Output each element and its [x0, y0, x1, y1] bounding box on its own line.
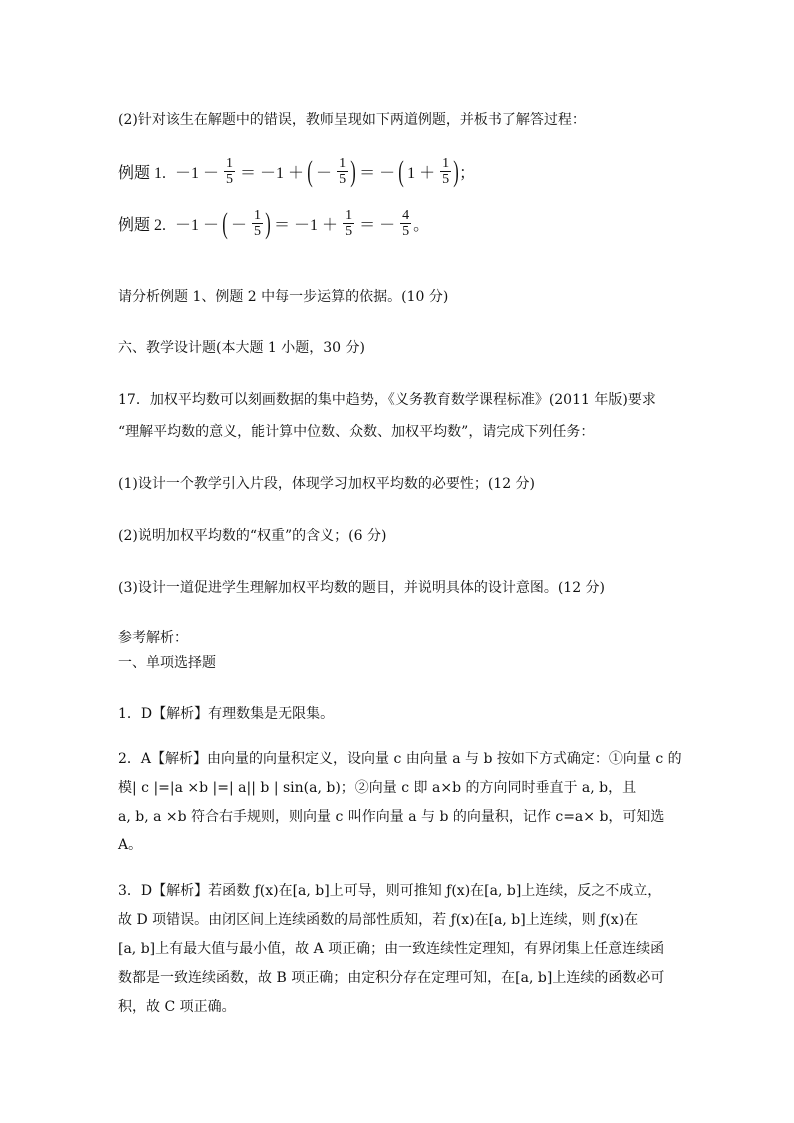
answer-2-line-1: 2．A【解析】由向量的向量积定义，设向量 c 由向量 a 与 b 按如下方式确定：①向量 c 的 — [118, 751, 682, 767]
math-term: ＝ － — [359, 165, 396, 182]
example-1-equation — [118, 156, 475, 187]
math-term: ； — [459, 165, 476, 182]
math-term: 1 ＋ — [407, 165, 436, 182]
task-1: (1)设计一个教学引入片段，体现学习加权平均数的必要性；(12 分) — [118, 476, 536, 492]
math-term: － — [231, 217, 248, 234]
section-6-heading: 六、教学设计题(本大题 1 小题，30 分) — [118, 340, 365, 356]
right-paren: ) — [350, 154, 356, 188]
math-term: －1 － — [175, 165, 220, 182]
math-term: ＝ －1 ＋ — [240, 165, 305, 182]
question-17-line-2: “理解平均数的意义，能计算中位数、众数、加权平均数”，请完成下列任务： — [118, 424, 595, 440]
answer-3-line-4: 数都是一致连续函数，故 B 项正确；由定积分存在定理可知，在[a, b]上连续的函数必可 — [118, 970, 665, 986]
answer-3-line-2: 故 D 项错误。由闭区间上连续函数的局部性质知，若 ƒ(x)在[a, b]上连续，则 ƒ(x)在 — [118, 912, 639, 928]
reference-title: 参考解析： — [118, 630, 188, 646]
question-analyze: 请分析例题 1、例题 2 中每一步运算的依据。(10 分) — [118, 289, 449, 305]
task-2: (2)说明加权平均数的“权重”的含义；(6 分) — [118, 528, 387, 544]
right-paren: ) — [265, 206, 271, 240]
answer-2-line-3: a, b, a ×b 符合右手规则，则向量 c 叫作向量 a 与 b 的向量积，记作 c=a× b，可知选 — [118, 809, 665, 825]
task-3: (3)设计一道促进学生理解加权平均数的题目，并说明具体的设计意图。(12 分) — [118, 580, 606, 596]
left-paren: ( — [398, 154, 404, 188]
answer-2-line-4: A。 — [118, 837, 143, 853]
answer-3-line-5: 积，故 C 项正确。 — [118, 999, 236, 1015]
answer-1: 1．D【解析】有理数集是无限集。 — [118, 706, 335, 722]
fraction: $\frac{1}{5}$ — [339, 156, 347, 187]
answer-2-line-2: 模| c |=|a ×b |=| a|| b | sin(a, b)；②向量 c 即 a×b 的方向同时垂直于 a, b，且 — [118, 780, 637, 796]
example-2-label: 例题 2. — [118, 217, 167, 234]
math-term: 。 — [413, 217, 430, 234]
question-17-line-1: 17．加权平均数可以刻画数据的集中趋势，《义务教育数学课程标准》(2011 年版)要求 — [118, 392, 656, 408]
section-1-heading: 一、单项选择题 — [118, 655, 216, 671]
right-paren: ) — [453, 154, 459, 188]
answer-3-line-3: [a, b]上有最大值与最小值，故 A 项正确；由一致连续性定理知，有界闭集上任意连续函 — [118, 941, 665, 957]
math-term: ＝ －1 ＋ — [274, 217, 339, 234]
fraction: $\frac{1}{5}$ — [226, 156, 234, 187]
example-2-equation — [118, 208, 429, 239]
question-part-2: (2)针对该生在解题中的错误，教师呈现如下两道例题，并板书了解答过程： — [118, 112, 586, 128]
fraction: $\frac{1}{5}$ — [254, 208, 262, 239]
math-term: ＝ － — [359, 217, 396, 234]
example-1-label: 例题 1. — [118, 165, 167, 182]
fraction: $\frac{1}{5}$ — [442, 156, 450, 187]
left-paren: ( — [222, 206, 228, 240]
math-term: － — [316, 165, 333, 182]
answer-3-line-1: 3．D【解析】若函数 ƒ(x)在[a, b]上可导，则可推知 ƒ(x)在[a, b]上连续，反之不成立， — [118, 883, 662, 899]
fraction: $\frac{4}{5}$ — [402, 208, 410, 239]
left-paren: ( — [307, 154, 313, 188]
math-term: －1 － — [175, 217, 220, 234]
fraction: $\frac{1}{5}$ — [345, 208, 353, 239]
